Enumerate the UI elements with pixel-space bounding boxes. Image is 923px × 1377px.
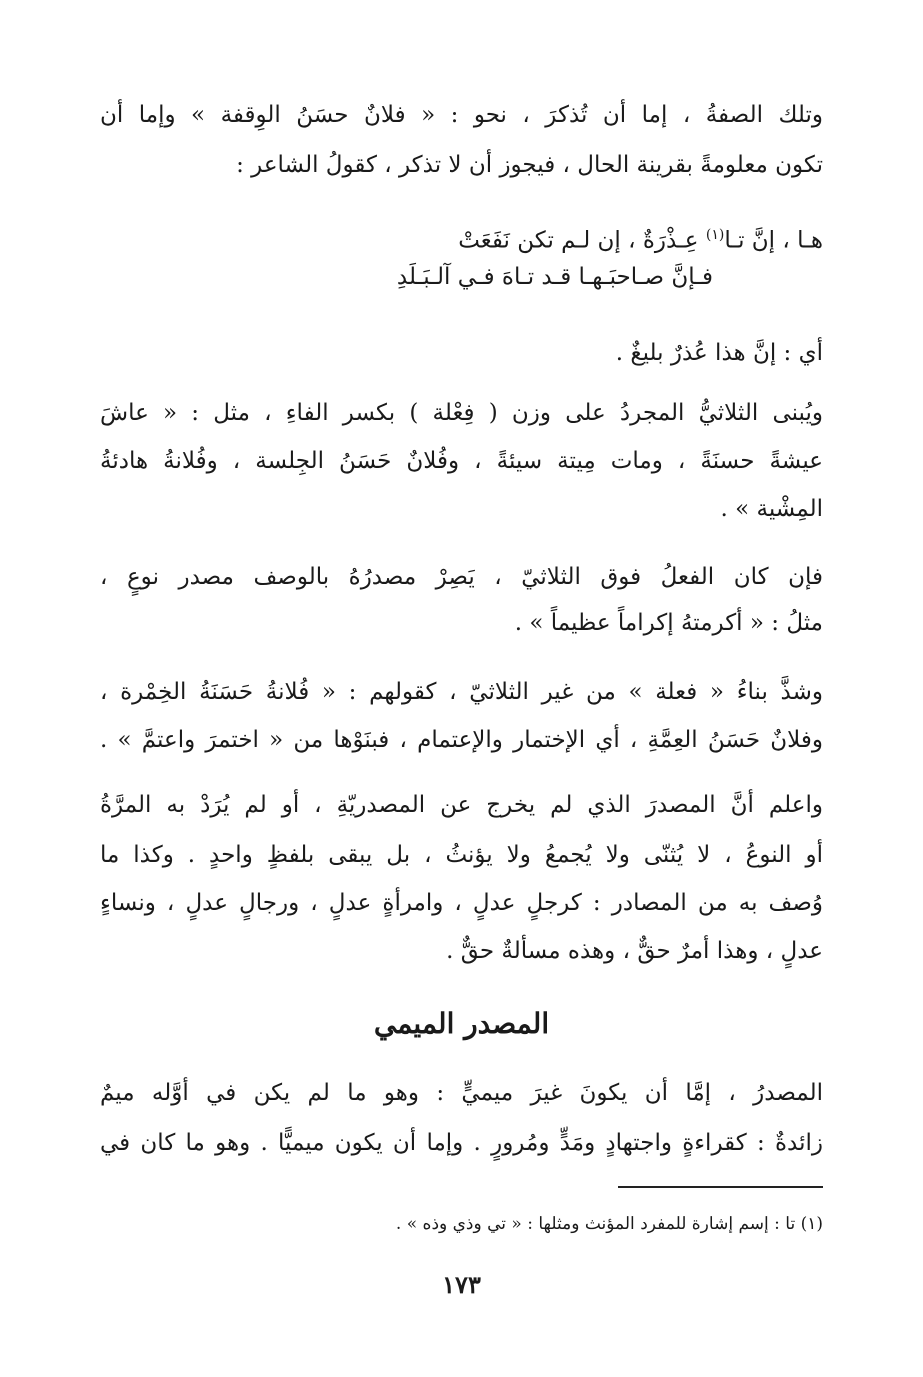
section-heading: المصدر الميمي [373,1007,550,1040]
footnote-text: (١) تا : إسم إشارة للمفرد المؤنث ومثلها : « تي وذي وذه » . [395,1214,823,1234]
paragraph-line: فإن كان الفعلُ فوق الثلاثيّ ، يَصِرْ مصدرُهُ بالوصف مصدر نوعٍ ، [100,564,823,590]
verse-first-part: هـا ، إنَّ تـا [724,227,823,254]
verse-first-hemistich [100,220,823,256]
paragraph-line: وتلك الصفةُ ، إما أن تُذكرَ ، نحو : « فلانٌ حسَنُ الوِقفة » وإما أن [100,102,823,128]
paragraph-line: واعلم أنَّ المصدرَ الذي لم يخرج عن المصدريّةِ ، أو لم يُرَدْ به المرَّةُ [100,792,823,818]
paragraph-line: زائدةٌ : كقراءةٍ واجتهادٍ ومَدٍّ ومُرورٍ . وإما أن يكون ميميًّا . وهو ما كان في [100,1130,823,1156]
page-number: ١٧٣ [442,1270,481,1299]
verse-second-hemistich: فـإنَّ صـاحبَـهـا قـد تـاهَ فـي آلـبَـلَدِ [396,264,713,290]
paragraph-line: وفلانٌ حَسَنُ العِمَّةِ ، أي الإختمار والإعتمام ، فبنَوْها من « اختمرَ واعتمَّ » . [100,727,823,753]
verse-first-rest: عِـذْرَةٌ ، إن لـم تكن نَفَعَتْ [458,227,706,254]
paragraph-line: وُصف به من المصادر : كرجلٍ عدلٍ ، وامرأةٍ عدلٍ ، ورجالٍ عدلٍ ، ونساءٍ [100,890,823,916]
paragraph-line: أو النوعُ ، لا يُثنّى ولا يُجمعُ ولا يؤنثُ ، بل يبقى بلفظٍ واحدٍ . وكذا ما [100,842,823,868]
paragraph-line: مثلُ : « أكرمتهُ إكراماً عظيماً » . [514,610,823,636]
paragraph-line: أي : إنَّ هذا عُذرٌ بليغٌ . [615,340,823,366]
paragraph-line: المِشْية » . [720,496,823,522]
paragraph-line: تكون معلومةً بقرينة الحال ، فيجوز أن لا تذكر ، كقولُ الشاعر : [236,152,823,178]
footnote-separator [618,1186,823,1188]
paragraph-line: عدلٍ ، وهذا أمرٌ حقٌّ ، وهذه مسألةٌ حقٌّ . [446,938,823,964]
paragraph-line: عيشةً حسنَةً ، ومات مِيتة سيئةً ، وفُلانٌ حَسَنُ الجِلسة ، وفُلانةُ هادئةُ [100,448,823,474]
footnote-marker: (١) [705,227,725,243]
paragraph-line: المصدرُ ، إمَّا أن يكونَ غيرَ ميميٍّ : وهو ما لم يكن في أوَّله ميمٌ [100,1080,823,1106]
paragraph-line: ويُبنى الثلاثيُّ المجردُ على وزن ( فِعْلة ) بكسر الفاءِ ، مثل : « عاشَ [100,400,823,426]
paragraph-line: وشذَّ بناءُ « فعلة » من غير الثلاثيّ ، كقولهم : « فُلانةُ حَسَنَةُ الخِمْرة ، [100,679,823,705]
